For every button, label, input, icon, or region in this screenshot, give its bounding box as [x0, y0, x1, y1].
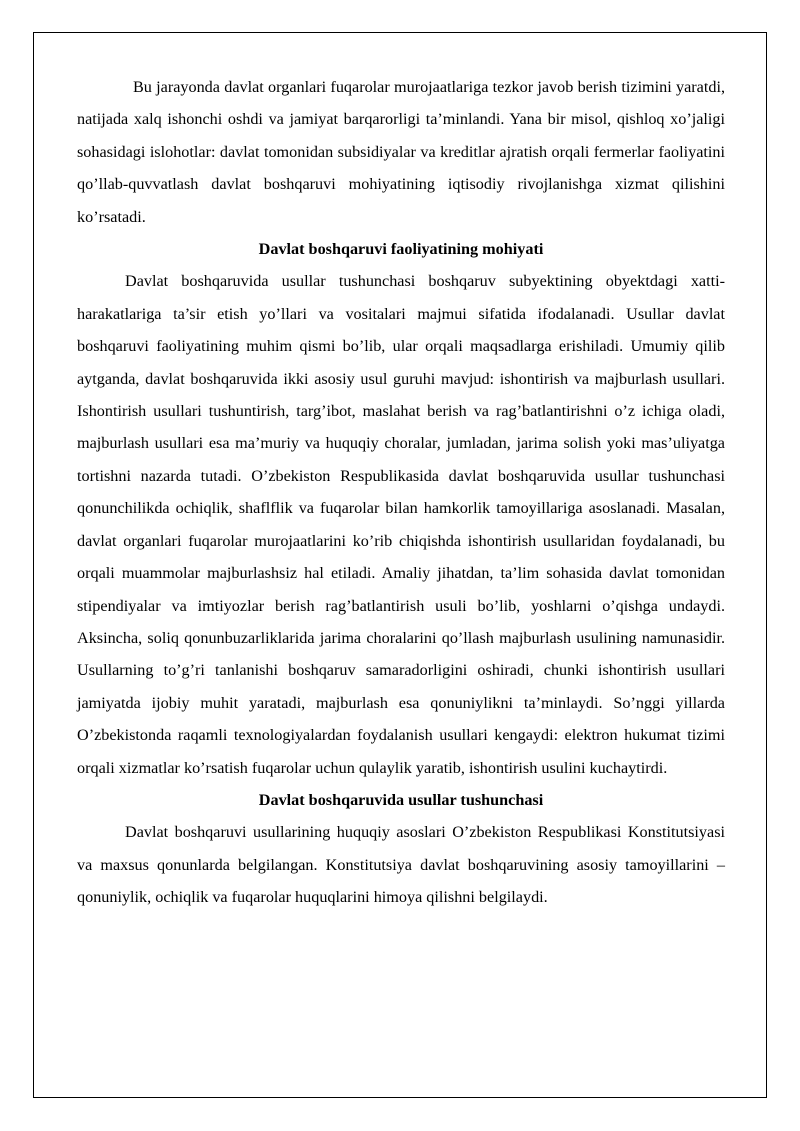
- document-body: [77, 71, 725, 914]
- paragraph-legal-basis: Davlat boshqaruvi usullarining huquqiy asoslari O’zbekiston Respublikasi Konstitutsiyasi va maxsus qonunlarda belgilangan. Konstitutsiya davlat boshqaruvining asosiy tamoyillarini – qonuniylik, ochiqlik va fuqarolar huquqlarini himoya qilishni belgilaydi.: [77, 823, 725, 907]
- paragraph-methods: Davlat boshqaruvida usullar tushunchasi boshqaruv subyektining obyektdagi xatti-harakatlariga ta’sir etish yo’llari va vositalari majmui sifatida ifodalanadi. Usullar davlat boshqaruvi faoliyatining muhim qismi bo’lib, ular orqali maqsadlarga erishiladi. Umumiy qilib aytganda, davlat boshqaruvida ikki asosiy usul guruhi mavjud: ishontirish va majburlash usullari. Ishontirish usullari tushuntirish, targ’ibot, maslahat berish va rag’batlantirishni o’z ichiga oladi, majburlash usullari esa ma’muriy va huquqiy choralar, jumladan, jarima solish yoki mas’uliyatga tortishni nazarda tutadi. O’zbekiston Respublikasida davlat boshqaruvida usullar tushunchasi qonunchilikda ochiqlik, shaflflik va fuqarolar bilan hamkorlik tamoyillariga asoslanadi. Masalan, davlat organlari fuqarolar murojaatlarini ko’rib chiqishda ishontirish usullaridan foydalanadi, bu orqali muammolar majburlashsiz hal etiladi. Amaliy jihatdan, ta’lim sohasida davlat tomonidan stipendiyalar va imtiyozlar berish rag’batlantirish usuli bo’lib, yoshlarni o’qishga undaydi. Aksincha, soliq qonunbuzarliklarida jarima choralarini qo’llash majburlash usulining namunasidir. Usullarning to’g’ri tanlanishi boshqaruv samaradorligini oshiradi, chunki ishontirish usullari jamiyatda ijobiy muhit yaratadi, majburlash esa qonuniylikni ta’minlaydi. So’nggi yillarda O’zbekistonda raqamli texnologiyalardan foydalanish usullari kengaydi: elektron hukumat tizimi orqali xizmatlar ko’rsatish fuqarolar uchun qulaylik yaratib, ishontirish usulini kuchaytirdi.: [77, 272, 725, 777]
- section-heading-methods-concept: Davlat boshqaruvida usullar tushunchasi: [258, 790, 544, 809]
- paragraph-intro: Bu jarayonda davlat organlari fuqarolar murojaatlariga tezkor javob berish tizimini yaratdi, natijada xalq ishonchi oshdi va jamiyat barqarorligi ta’minlandi. Yana bir misol, qishloq xo’jaligi sohasidagi islohotlar: davlat tomonidan subsidiyalar va kreditlar ajratish orqali fermerlar faoliyatini qo’llab-quvvatlash davlat boshqaruvi mohiyatining iqtisodiy rivojlanishga xizmat qilishini ko’rsatadi.: [77, 78, 725, 226]
- section-heading-essence: Davlat boshqaruvi faoliyatining mohiyati: [258, 240, 544, 259]
